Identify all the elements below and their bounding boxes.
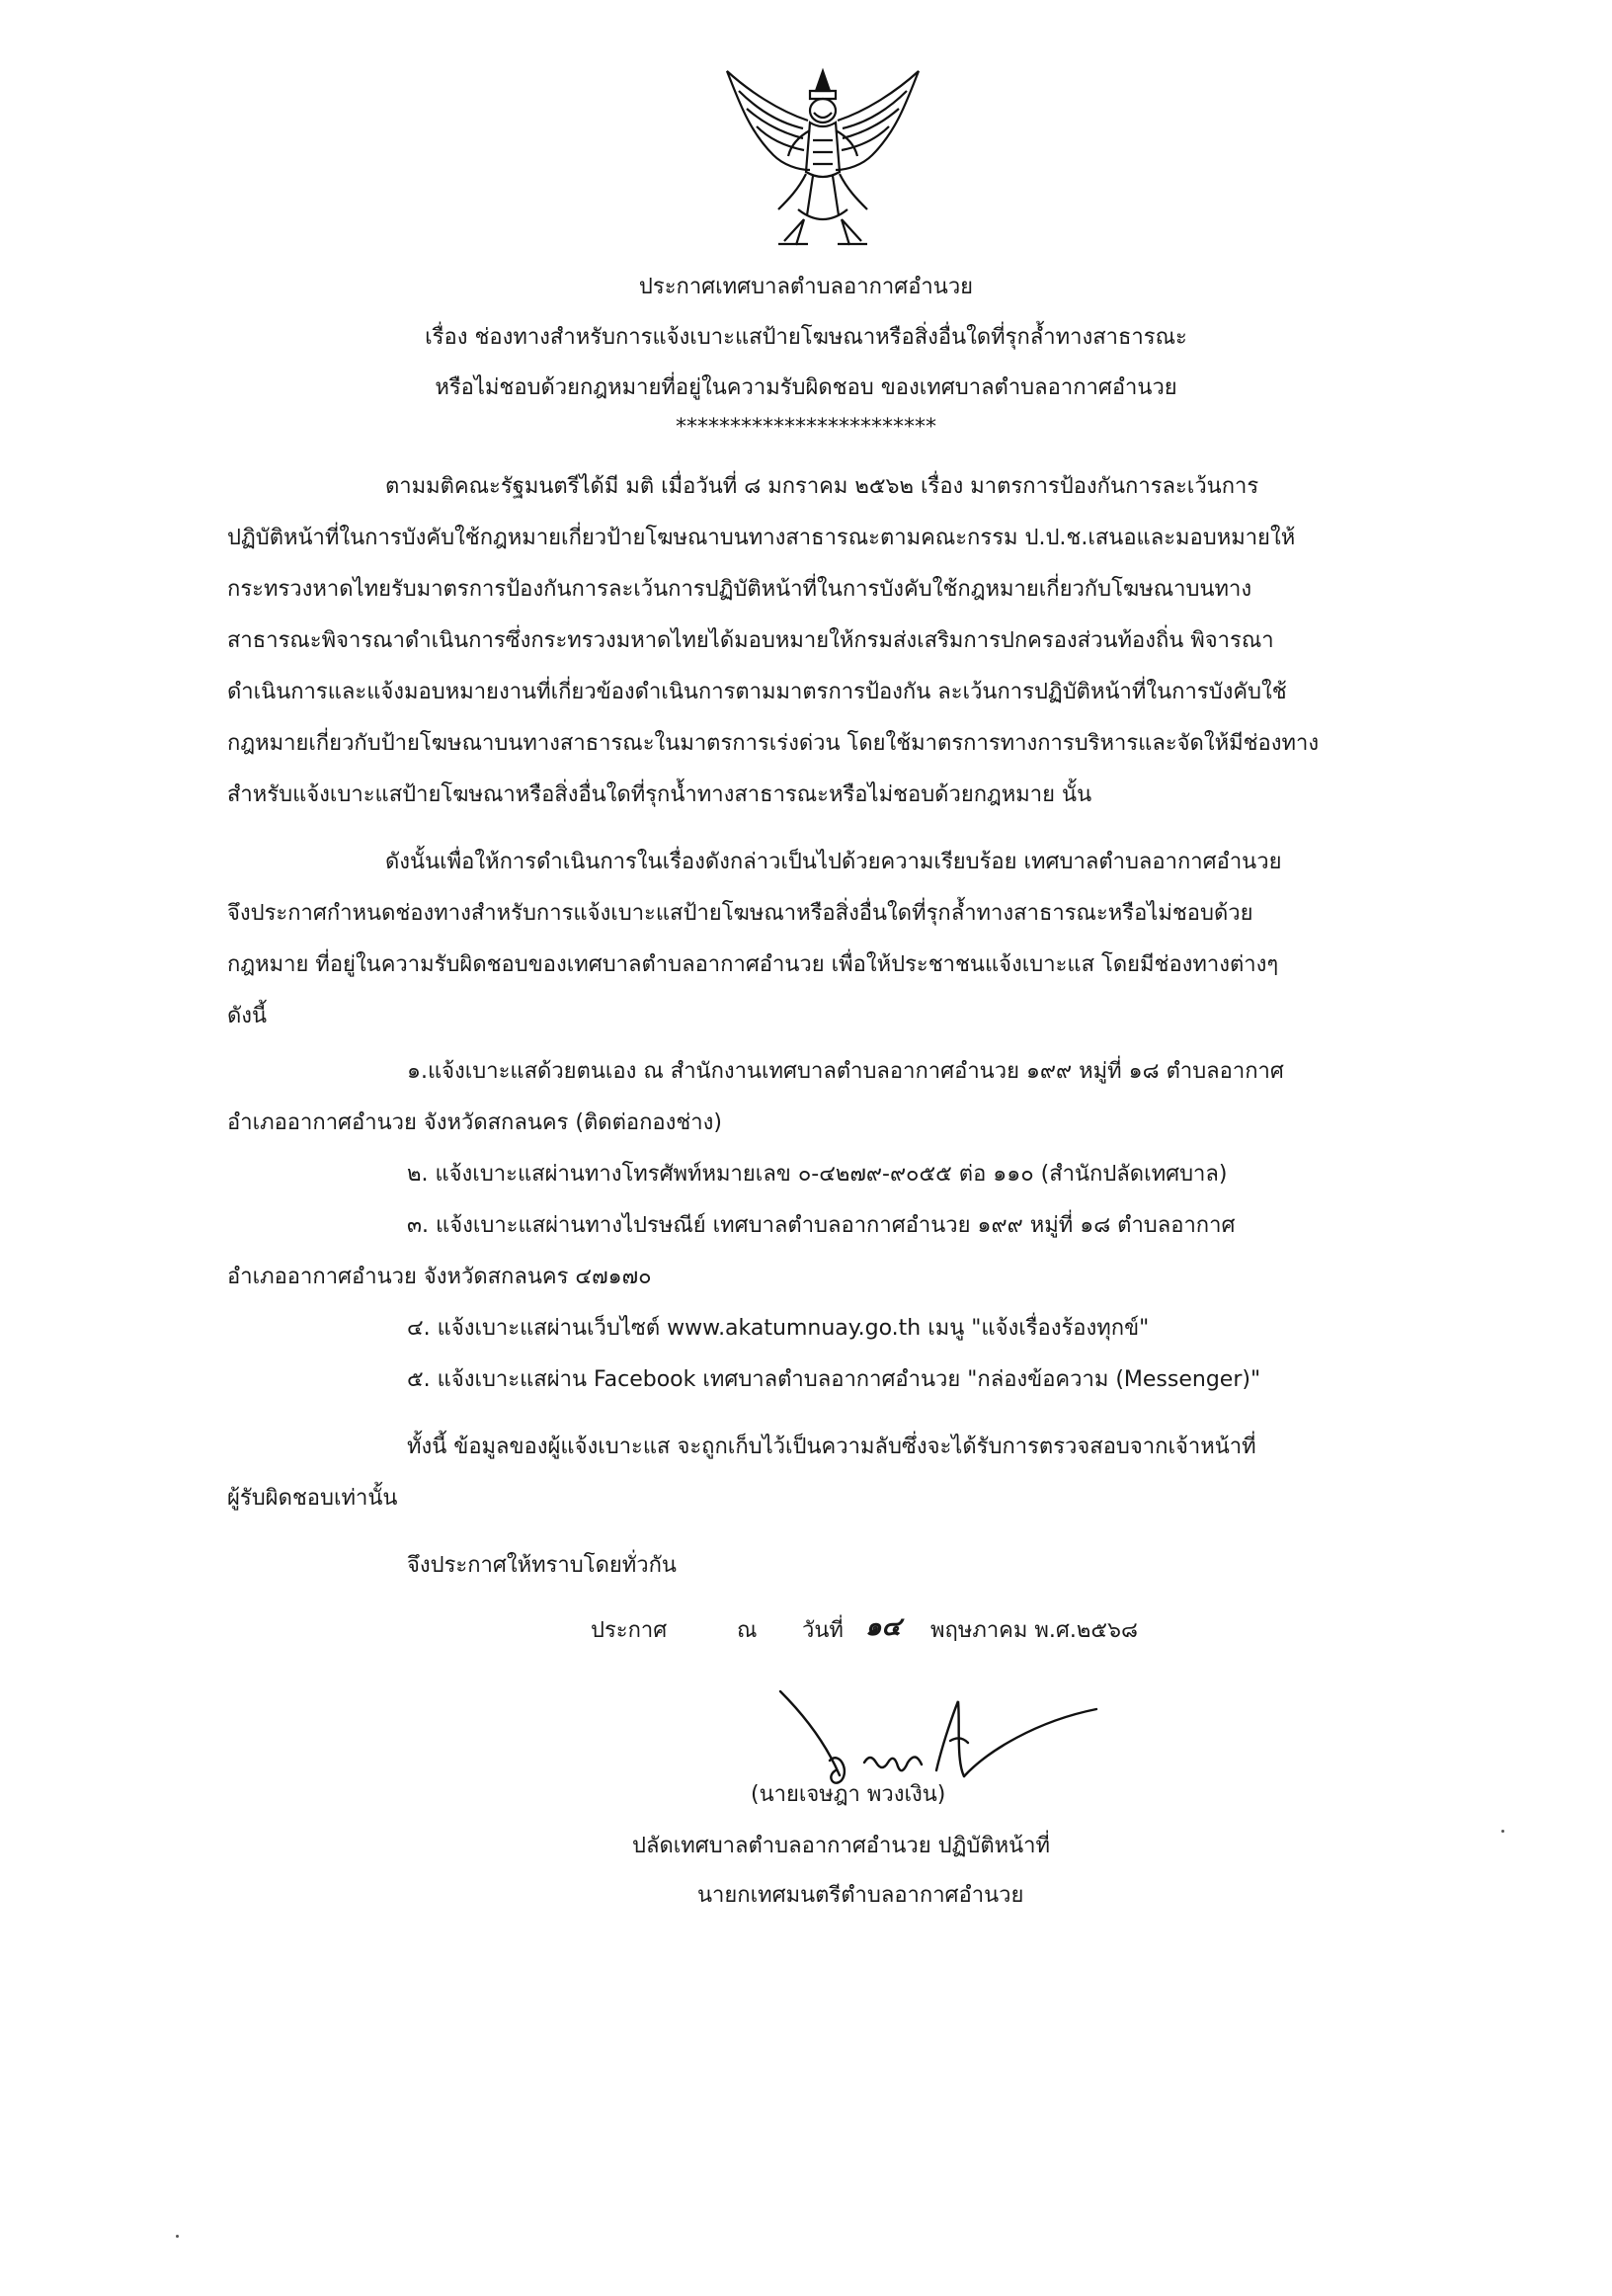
paragraph-line: ปฏิบัติหน้าที่ในการบังคับใช้กฎหมายเกี่ยวป้ายโฆษณาบนทางสาธารณะตามคณะกรรม ป.ป.ช.เสนอและมอบหมายให้ (227, 526, 1296, 550)
subject-line-2: หรือไม่ชอบด้วยกฎหมายที่อยู่ในความรับผิดชอบ ของเทศบาลตำบลอากาศอำนวย (435, 375, 1177, 400)
at-label: ณ (737, 1618, 758, 1643)
channel-item: ๕. แจ้งเบาะแสผ่าน Facebook เทศบาลตำบลอากาศอำนวย "กล่องข้อความ (Messenger)" (407, 1367, 1261, 1392)
signer-position-line-1: ปลัดเทศบาลตำบลอากาศอำนวย ปฏิบัติหน้าที่ (632, 1834, 1051, 1858)
signer-position-line-2: นายกเทศมนตรีตำบลอากาศอำนวย (697, 1883, 1024, 1908)
paragraph-line: สาธารณะพิจารณาดำเนินการซึ่งกระทรวงมหาดไทยได้มอบหมายให้กรมส่งเสริมการปกครองส่วนท้องถิ่น พิจารณา (227, 628, 1274, 653)
channel-item: ๓. แจ้งเบาะแสผ่านทางไปรษณีย์ เทศบาลตำบลอากาศอำนวย ๑๙๙ หมู่ที่ ๑๘ ตำบลอากาศ (407, 1213, 1236, 1238)
paragraph-line: กฎหมาย ที่อยู่ในความรับผิดชอบของเทศบาลตำบลอากาศอำนวย เพื่อให้ประชาชนแจ้งเบาะแส โดยมีช่องทางต่างๆ (227, 952, 1279, 977)
paragraph-line: ผู้รับผิดชอบเท่านั้น (227, 1486, 398, 1511)
paragraph-line: ดังนั้นเพื่อให้การดำเนินการในเรื่องดังกล่าวเป็นไปด้วยความเรียบร้อย เทศบาลตำบลอากาศอำนวย (385, 850, 1282, 874)
paragraph-line: ดังนี้ (227, 1004, 268, 1028)
org-title: ประกาศเทศบาลตำบลอากาศอำนวย (638, 275, 974, 299)
paragraph-line: ทั้งนี้ ข้อมูลของผู้แจ้งเบาะแส จะถูกเก็บไว้เป็นความลับซึ่งจะได้รับการตรวจสอบจากเจ้าหน้าที่ (407, 1435, 1256, 1459)
channel-item: ๑.แจ้งเบาะแสด้วยตนเอง ณ สำนักงานเทศบาลตำบลอากาศอำนวย ๑๙๙ หมู่ที่ ๑๘ ตำบลอากาศ (407, 1059, 1284, 1084)
garuda-emblem-icon (719, 61, 927, 259)
scan-speck (1501, 1830, 1504, 1833)
channel-item: ๒. แจ้งเบาะแสผ่านทางโทรศัพท์หมายเลข ๐-๔๒๗๙-๙๐๕๕ ต่อ ๑๑๐ (สำนักปลัดเทศบาล) (407, 1162, 1228, 1187)
scan-speck (176, 2235, 179, 2238)
paragraph-line: สำหรับแจ้งเบาะแสป้ายโฆษณาหรือสิ่งอื่นใดที่รุกน้ำทางสาธารณะหรือไม่ชอบด้วยกฎหมาย นั้น (227, 782, 1092, 807)
paragraph-line: กระทรวงหาดไทยรับมาตรการป้องกันการละเว้นการปฏิบัติหน้าที่ในการบังคับใช้กฎหมายเกี่ยวกับโฆษณาบนทาง (227, 577, 1252, 602)
paragraph-line: ดำเนินการและแจ้งมอบหมายงานที่เกี่ยวข้องดำเนินการตามมาตรการป้องกัน ละเว้นการปฏิบัติหน้าที่ในการบังคับใช้ (227, 680, 1287, 704)
signer-name: (นายเจษฎา พวงเงิน) (751, 1782, 946, 1807)
date-day: ๑๔ (865, 1612, 902, 1642)
date-prefix: วันที่ (802, 1618, 844, 1643)
separator: ************************ (676, 415, 936, 440)
subject-line-1: เรื่อง ช่องทางสำหรับการแจ้งเบาะแสป้ายโฆษณาหรือสิ่งอื่นใดที่รุกล้ำทางสาธารณะ (425, 325, 1187, 350)
paragraph-line: ตามมติคณะรัฐมนตรีได้มี มติ เมื่อวันที่ ๘ มกราคม ๒๕๖๒ เรื่อง มาตรการป้องกันการละเว้นการ (385, 474, 1259, 499)
announce-label: ประกาศ (591, 1618, 668, 1643)
channel-item-cont: อำเภออากาศอำนวย จังหวัดสกลนคร ๔๗๑๗๐ (227, 1265, 652, 1289)
channel-item: ๔. แจ้งเบาะแสผ่านเว็บไซต์ www.akatumnuay.go.th เมนู "แจ้งเรื่องร้องทุกข์" (407, 1316, 1150, 1341)
closing-statement: จึงประกาศให้ทราบโดยทั่วกัน (407, 1553, 677, 1578)
paragraph-line: กฎหมายเกี่ยวกับป้ายโฆษณาบนทางสาธารณะในมาตรการเร่งด่วน โดยใช้มาตรการทางการบริหารและจัดให้มีช่องทาง (227, 731, 1320, 756)
paragraph-line: จึงประกาศกำหนดช่องทางสำหรับการแจ้งเบาะแสป้ายโฆษณาหรือสิ่งอื่นใดที่รุกล้ำทางสาธารณะหรือไม่ชอบด้วย (227, 901, 1253, 926)
date-rest: พฤษภาคม พ.ศ.๒๕๖๘ (930, 1618, 1138, 1643)
channel-item-cont: อำเภออากาศอำนวย จังหวัดสกลนคร (ติดต่อกองช่าง) (227, 1110, 722, 1135)
